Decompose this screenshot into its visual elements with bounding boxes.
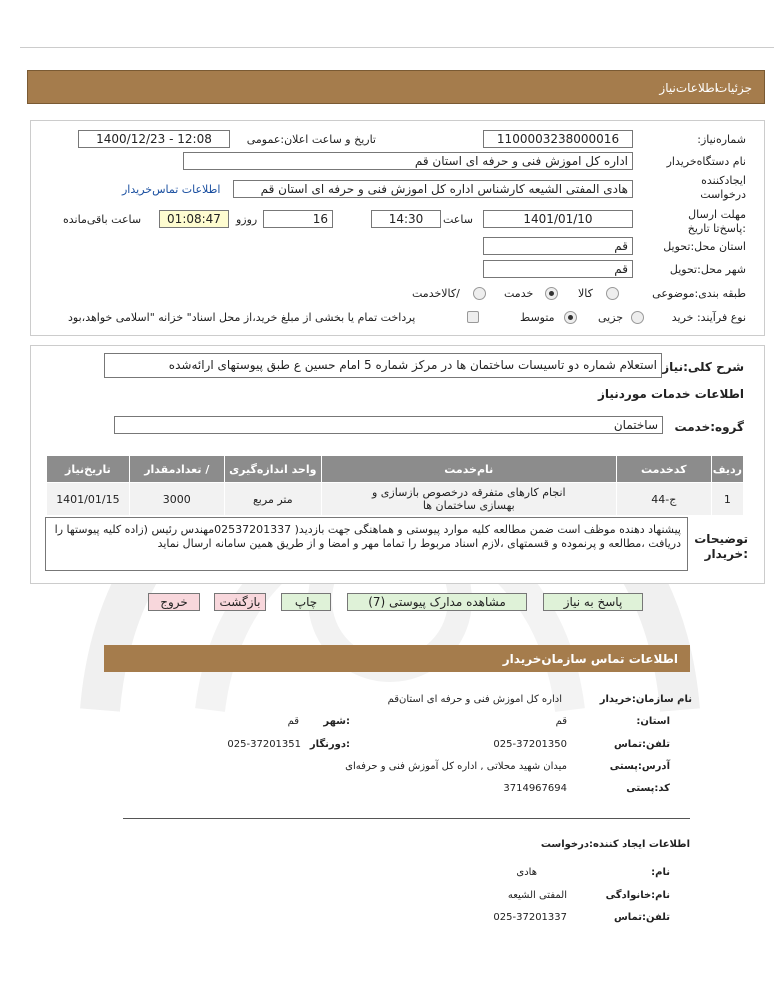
treasury-payment-checkbox[interactable] — [467, 311, 479, 323]
buyer-org-field: اداره کل اموزش فنی و حرفه ای استان قم — [183, 152, 633, 170]
exit-button[interactable]: خروج — [148, 593, 200, 611]
contact-city-value: قم — [287, 716, 299, 727]
view-attachments-button[interactable]: مشاهده مدارک پیوستی (7) — [347, 593, 527, 611]
buyer-contact-link[interactable]: اطلاعات تماس‌خریدار — [122, 183, 221, 196]
delivery-province-field: قم — [483, 237, 633, 255]
tab-details[interactable]: جزئیات — [716, 81, 752, 95]
reply-to-need-button[interactable]: پاسخ به نیاز — [543, 593, 643, 611]
col-unit: واحد اندازه‌گیری — [224, 456, 321, 483]
contact-postal-value: 3714967694 — [503, 783, 567, 794]
top-divider — [20, 47, 774, 48]
contact-province-label: استان: — [636, 716, 670, 727]
remaining-time-label: ساعت باقی‌مانده — [63, 213, 142, 226]
contact-address-value: میدان شهید محلاتی , اداره کل آموزش فنی و حرفه‌ای — [345, 761, 567, 772]
category-label: طبقه بندی:موضوعی — [652, 287, 746, 300]
announce-date-field: 1400/12/23 - 12:08 — [78, 130, 230, 148]
need-number-label: شماره‌نیاز: — [697, 133, 746, 146]
process-medium-radio[interactable] — [564, 311, 577, 324]
buyer-notes-field: پیشنهاد دهنده موظف است ضمن مطالعه کلیه موارد پیوستی و هماهنگی جهت بازدید( 02537201337مهندس رئیس (زاده کلیه پیوستها را دریافت ،مطالعه و پرنموده و قسمتهای ،لازم اسناد مربوط را تماما مهر و امضا و از طریق همین سامانه ارسال نماید — [45, 517, 688, 571]
section-divider — [123, 818, 690, 819]
services-section-title: اطلاعات خدمات موردنیاز — [597, 387, 744, 401]
process-partial-radio[interactable] — [631, 311, 644, 324]
request-creator-label: ایجادکننده درخواست — [700, 174, 746, 201]
cell-row: 1 — [711, 483, 743, 516]
page-header-bar — [27, 70, 765, 104]
col-date: تاریخ‌نیاز — [47, 456, 130, 483]
general-description-field: استعلام شماره دو تاسیسات ساختمان ها در مرکز شماره 5 امام حسین ع طبق پیوستهای ارائه‌شده — [104, 353, 662, 378]
contact-fax-label: :دورنگار — [309, 739, 350, 750]
process-partial-label: جزیی — [598, 311, 624, 324]
category-goods-service-label: /کالاخدمت — [412, 287, 460, 300]
days-label: روزو — [236, 213, 258, 226]
deadline-label: مهلت ارسال :پاسخ‌تا تاریخ — [687, 208, 746, 235]
services-table — [46, 455, 744, 516]
cell-unit: متر مربع — [224, 483, 321, 516]
deadline-time-field: 14:30 — [371, 210, 441, 228]
contact-city-label: :شهر — [323, 716, 350, 727]
col-row: ردیف — [711, 456, 743, 483]
cell-qty: 3000 — [129, 483, 224, 516]
table-row — [47, 483, 744, 516]
category-goods-radio[interactable] — [606, 287, 619, 300]
creator-family-label: نام:خانوادگی — [605, 890, 670, 901]
creator-family-value: المفتی الشیعه — [507, 890, 567, 901]
contact-fax-value: 025-37201351 — [227, 739, 301, 750]
buyer-contact-title: اطلاعات تماس سازمان‌خریدار — [502, 652, 678, 666]
category-service-radio[interactable] — [545, 287, 558, 300]
process-medium-label: متوسط — [520, 311, 555, 324]
contact-phone-label: تلفن:تماس — [613, 739, 670, 750]
category-service-label: خدمت — [504, 287, 534, 300]
process-type-label: نوع فرآیند: خرید — [671, 311, 746, 324]
deadline-date-field: 1401/01/10 — [483, 210, 633, 228]
cell-date: 1401/01/15 — [47, 483, 130, 516]
col-name: نام‌خدمت — [321, 456, 616, 483]
table-header-row — [47, 456, 744, 483]
delivery-province-label: استان محل:تحویل — [663, 240, 746, 253]
deadline-time-label: ساعت — [443, 213, 473, 226]
cell-code: ج-44 — [616, 483, 711, 516]
contact-postal-label: کد:پستی — [626, 783, 670, 794]
buyer-contact-header — [104, 645, 690, 672]
service-group-label: گروه:خدمت — [674, 420, 744, 434]
creator-name-value: هادی — [516, 867, 537, 878]
contact-province-value: قم — [555, 716, 567, 727]
creator-name-label: نام: — [651, 867, 670, 878]
contact-address-label: آدرس:پستی — [609, 761, 670, 772]
contact-phone-value: 025-37201350 — [493, 739, 567, 750]
creator-info-title: اطلاعات ایجاد کننده:درخواست — [540, 839, 690, 850]
delivery-city-field: قم — [483, 260, 633, 278]
cell-name: انجام کارهای متفرقه درخصوص بازسازی و بهسازی ساختمان ها — [321, 483, 616, 516]
category-goods-service-radio[interactable] — [473, 287, 486, 300]
col-code: کدخدمت — [616, 456, 711, 483]
col-qty: / تعدادمقدار — [129, 456, 224, 483]
announce-date-label: تاریخ و ساعت اعلان:عمومی — [246, 133, 376, 146]
creator-phone-value: 025-37201337 — [493, 912, 567, 923]
org-name-label: نام سازمان:خریدار — [599, 694, 692, 705]
remaining-time-field: 01:08:47 — [159, 210, 229, 228]
category-goods-label: کالا — [578, 287, 593, 300]
treasury-payment-note: پرداخت تمام یا بخشی از مبلغ خرید،از محل اسناد" خزانه "اسلامی خواهد،بود — [68, 311, 416, 324]
delivery-city-label: شهر محل:تحویل — [669, 263, 746, 276]
request-creator-field: هادی المفتی الشیعه کارشناس اداره کل اموزش فنی و حرفه ای استان قم — [233, 180, 633, 198]
creator-phone-label: تلفن:تماس — [613, 912, 670, 923]
service-group-field: ساختمان — [114, 416, 663, 434]
back-button[interactable]: بازگشت — [214, 593, 266, 611]
buyer-notes-label: توضیحات :خریدار — [694, 532, 748, 561]
days-remaining-field: 16 — [263, 210, 333, 228]
general-description-label: شرح کلی:نیاز — [662, 360, 744, 374]
need-number-field: 1100003238000016 — [483, 130, 633, 148]
org-name-value: اداره کل اموزش فنی و حرفه ای استان‌قم — [387, 694, 562, 705]
buyer-org-label: نام دستگاه‌خریدار — [666, 155, 746, 168]
tab-need-info[interactable]: اطلاعات‌نیاز — [659, 81, 718, 95]
print-button[interactable]: چاپ — [281, 593, 331, 611]
